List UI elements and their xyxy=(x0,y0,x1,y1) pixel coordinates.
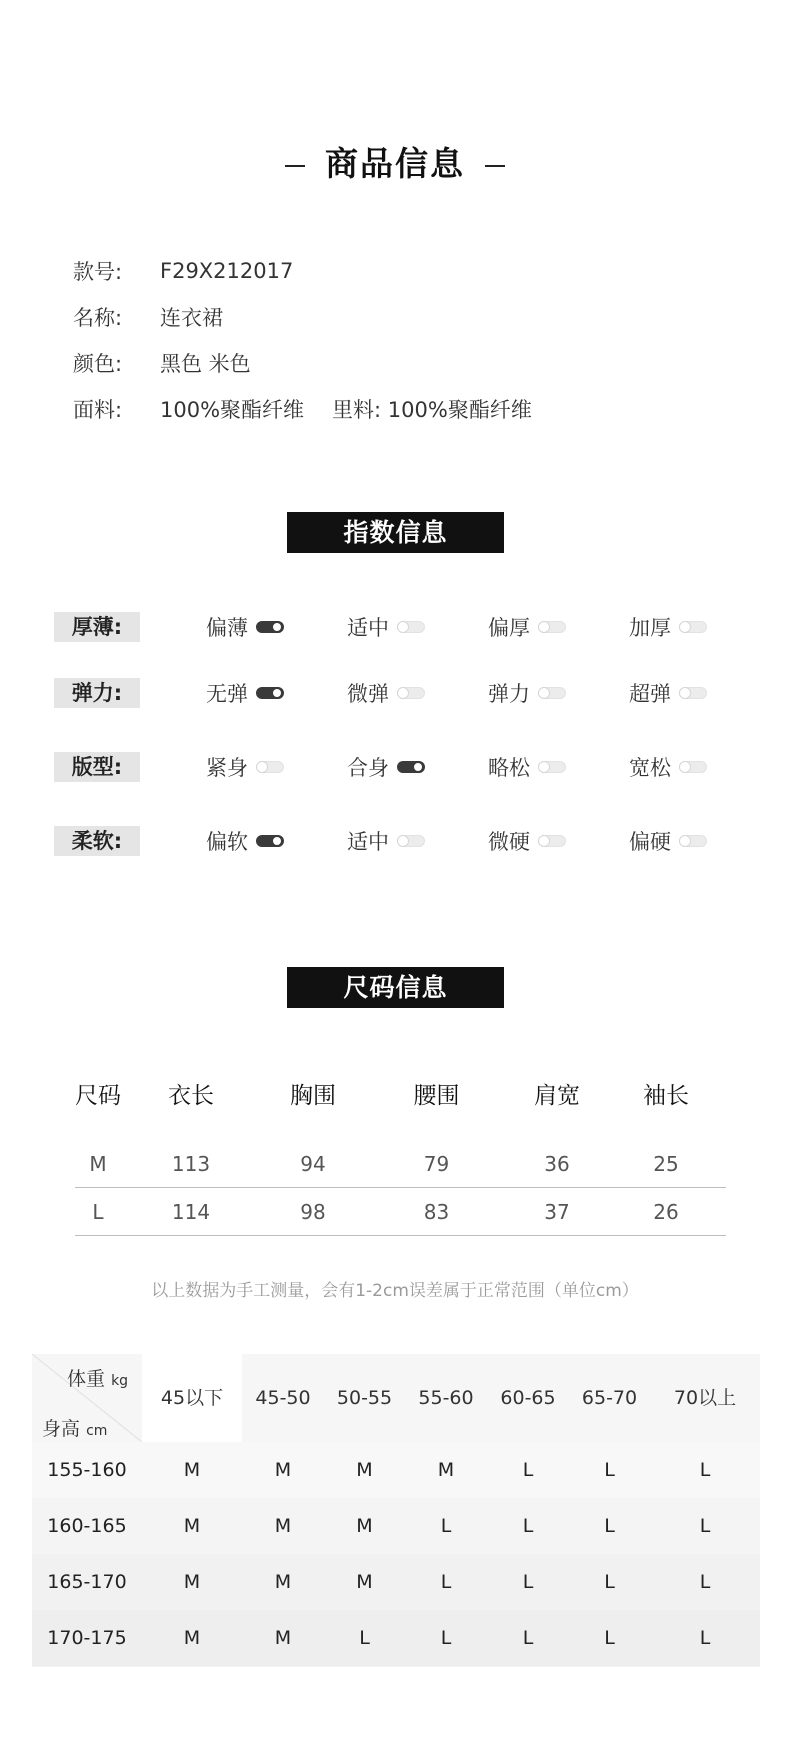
index-option-label: 超弹 xyxy=(629,682,671,706)
index-option-label: 合身 xyxy=(347,756,389,780)
column-header: 衣长 xyxy=(168,1082,214,1109)
toggle-off-icon xyxy=(538,621,566,633)
info-row-fabric xyxy=(73,386,532,432)
height-range: 165-170 xyxy=(47,1571,127,1593)
weight-header: 45以下 xyxy=(160,1387,224,1409)
info-key: 款号: xyxy=(73,260,123,284)
info-row-style-no xyxy=(73,248,532,294)
height-axis-label: 身高 cm xyxy=(42,1418,108,1440)
info-value: F29X212017 xyxy=(160,259,294,283)
table-row xyxy=(32,1610,760,1666)
index-option xyxy=(347,678,425,708)
size-cell: M xyxy=(274,1459,292,1481)
column-header: 肩宽 xyxy=(534,1082,580,1109)
index-option-label: 偏硬 xyxy=(629,830,671,854)
column-header: 腰围 xyxy=(413,1082,460,1109)
index-option-label: 微硬 xyxy=(488,830,530,854)
size-recommendation-grid xyxy=(32,1354,760,1667)
index-option xyxy=(629,678,707,708)
size-cell: M xyxy=(356,1515,373,1537)
toggle-off-icon xyxy=(679,835,707,847)
table-cell: 37 xyxy=(544,1199,570,1224)
size-cell: L xyxy=(699,1571,711,1593)
column-header: 袖长 xyxy=(643,1082,689,1109)
size-cell: L xyxy=(604,1515,615,1537)
info-key: 名称: xyxy=(73,306,123,330)
index-row xyxy=(0,752,790,782)
size-cell: M xyxy=(183,1627,201,1649)
size-cell: M xyxy=(183,1515,201,1537)
toggle-on-icon xyxy=(256,687,284,699)
size-cell: M xyxy=(183,1571,201,1593)
info-value-lining: 里料: 100%聚酯纤维 xyxy=(332,398,532,422)
index-option xyxy=(347,826,425,856)
size-cell: M xyxy=(437,1459,455,1481)
size-cell: M xyxy=(356,1571,373,1593)
index-option xyxy=(206,826,284,856)
index-label: 厚薄: xyxy=(54,612,140,642)
column-header: 尺码 xyxy=(75,1082,121,1109)
height-range: 160-165 xyxy=(47,1515,127,1537)
toggle-off-icon xyxy=(538,687,566,699)
toggle-off-icon xyxy=(679,621,707,633)
page-title-text: 商品信息 xyxy=(325,144,465,183)
index-option xyxy=(488,678,566,708)
size-cell: L xyxy=(440,1627,452,1649)
index-option-label: 偏薄 xyxy=(206,616,248,640)
index-option-label: 略松 xyxy=(488,756,530,780)
title-dash-left xyxy=(285,165,305,167)
info-key: 颜色: xyxy=(73,352,123,376)
index-option xyxy=(629,612,707,642)
index-option-label: 偏厚 xyxy=(488,616,530,640)
info-row-color xyxy=(73,340,532,386)
size-cell: M xyxy=(183,1459,201,1481)
size-cell: L xyxy=(522,1627,534,1649)
size-cell: M xyxy=(274,1627,292,1649)
toggle-off-icon xyxy=(397,835,425,847)
index-option-label: 微弹 xyxy=(347,682,389,706)
index-option-label: 加厚 xyxy=(629,616,671,640)
size-cell: L xyxy=(699,1515,711,1537)
title-dash-right xyxy=(485,165,505,167)
size-cell: L xyxy=(359,1627,370,1649)
table-cell: 113 xyxy=(171,1151,211,1176)
size-cell: L xyxy=(522,1459,534,1481)
index-label: 柔软: xyxy=(54,826,140,856)
size-cell: L xyxy=(699,1627,711,1649)
table-cell: 79 xyxy=(423,1151,450,1176)
info-row-name xyxy=(73,294,532,340)
table-cell: 25 xyxy=(653,1151,679,1176)
size-cell: L xyxy=(440,1515,452,1537)
size-cell: L xyxy=(522,1515,534,1537)
info-value: 连衣裙 xyxy=(160,306,223,330)
toggle-on-icon xyxy=(397,761,425,773)
measurement-note: 以上数据为手工测量，会有1-2cm误差属于正常范围（单位cm） xyxy=(151,1281,639,1301)
size-table-header xyxy=(75,1068,726,1118)
toggle-on-icon xyxy=(256,621,284,633)
toggle-on-icon xyxy=(256,835,284,847)
toggle-off-icon xyxy=(538,761,566,773)
weight-header: 65-70 xyxy=(581,1387,638,1409)
index-option-label: 适中 xyxy=(347,830,389,854)
index-section-title: 指数信息 xyxy=(287,512,504,553)
toggle-off-icon xyxy=(679,687,707,699)
height-range: 155-160 xyxy=(47,1459,127,1481)
index-option xyxy=(488,752,566,782)
size-cell: L xyxy=(699,1459,711,1481)
table-cell: 98 xyxy=(300,1199,326,1224)
index-option xyxy=(206,752,284,782)
size-cell: M xyxy=(356,1459,373,1481)
size-cell: L xyxy=(604,1571,615,1593)
index-option-label: 偏软 xyxy=(206,830,248,854)
page-title xyxy=(0,138,790,185)
index-option xyxy=(206,612,284,642)
table-cell: 83 xyxy=(423,1199,450,1224)
product-info xyxy=(73,248,532,432)
index-label: 版型: xyxy=(54,752,140,782)
toggle-off-icon xyxy=(679,761,707,773)
weight-header: 60-65 xyxy=(500,1387,556,1409)
weight-header: 45-50 xyxy=(255,1387,311,1409)
table-cell: 36 xyxy=(544,1151,570,1176)
column-header: 胸围 xyxy=(290,1082,336,1109)
size-cell: L xyxy=(440,1571,452,1593)
index-option xyxy=(206,678,284,708)
size-section-title: 尺码信息 xyxy=(287,967,504,1008)
info-value: 100%聚酯纤维 xyxy=(160,398,305,422)
index-option xyxy=(629,752,707,782)
toggle-off-icon xyxy=(256,761,284,773)
table-row xyxy=(32,1554,760,1610)
height-range: 170-175 xyxy=(47,1627,127,1649)
table-cell: 94 xyxy=(300,1151,326,1176)
table-row xyxy=(32,1442,760,1498)
index-option-label: 无弹 xyxy=(206,682,248,706)
size-table xyxy=(75,1068,726,1236)
index-label: 弹力: xyxy=(54,678,140,708)
index-row xyxy=(0,612,790,642)
table-row xyxy=(75,1188,726,1236)
size-cell: L xyxy=(604,1627,615,1649)
table-row xyxy=(75,1140,726,1188)
index-row xyxy=(0,678,790,708)
toggle-off-icon xyxy=(397,621,425,633)
info-value: 黑色 米色 xyxy=(160,352,251,376)
table-row xyxy=(32,1498,760,1554)
size-cell: M xyxy=(274,1571,292,1593)
index-option xyxy=(347,612,425,642)
index-option-label: 宽松 xyxy=(629,756,671,780)
index-option-label: 适中 xyxy=(347,616,389,640)
size-cell: L xyxy=(522,1571,534,1593)
index-option xyxy=(347,752,425,782)
index-option-label: 弹力 xyxy=(488,682,530,706)
grid-corner xyxy=(32,1354,142,1442)
weight-header: 70以上 xyxy=(673,1387,737,1409)
table-cell: L xyxy=(92,1199,104,1224)
toggle-off-icon xyxy=(538,835,566,847)
index-option-label: 紧身 xyxy=(206,756,248,780)
size-cell: M xyxy=(274,1515,292,1537)
weight-header: 55-60 xyxy=(418,1387,474,1409)
index-row xyxy=(0,826,790,856)
weight-header: 50-55 xyxy=(336,1387,393,1409)
weight-axis-label: 体重 kg xyxy=(67,1368,129,1390)
toggle-off-icon xyxy=(397,687,425,699)
table-cell: 114 xyxy=(171,1199,211,1224)
index-option xyxy=(488,612,566,642)
info-key: 面料: xyxy=(73,398,123,422)
size-cell: L xyxy=(604,1459,615,1481)
index-option xyxy=(629,826,707,856)
table-cell: M xyxy=(89,1151,107,1176)
index-option xyxy=(488,826,566,856)
table-cell: 26 xyxy=(653,1199,679,1224)
